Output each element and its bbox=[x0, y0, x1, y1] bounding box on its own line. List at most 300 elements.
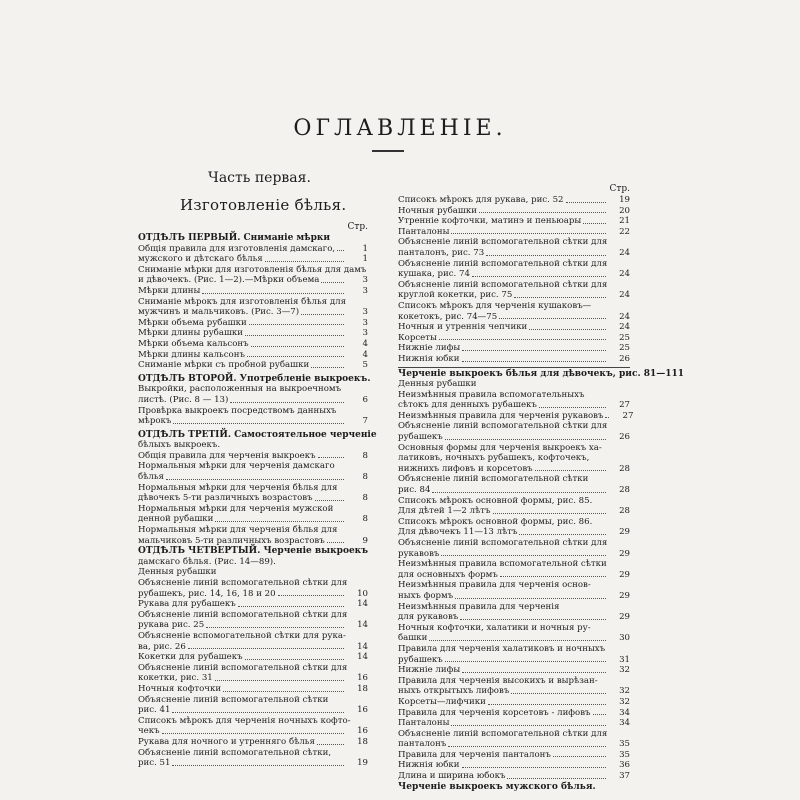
toc-entry bbox=[138, 737, 368, 748]
toc-entry-text: Сниманіе мѣрки съ пробной рубашки bbox=[138, 360, 310, 371]
dot-leader bbox=[249, 324, 344, 325]
toc-entry bbox=[138, 339, 368, 350]
toc-entry-text: ОТДѢЛЪ ТРЕТІЙ. Самостоятельное черченіе bbox=[138, 429, 377, 440]
dot-leader bbox=[493, 513, 607, 514]
toc-page-number: 14 bbox=[357, 620, 368, 631]
page-title: ОГЛАВЛЕНІЕ. bbox=[293, 116, 507, 141]
toc-section-heading bbox=[138, 546, 368, 557]
toc-entry-text: Нормальныя мѣрки для черченія бѣлья для bbox=[138, 525, 338, 536]
toc-entry-text: Неизмѣнныя правила вспомогательныхъ bbox=[398, 389, 585, 400]
toc-entry bbox=[138, 254, 368, 265]
toc-entry bbox=[398, 464, 630, 475]
dot-leader bbox=[529, 329, 606, 330]
toc-entry bbox=[398, 760, 630, 771]
toc-entry-text: Нижніе лифы bbox=[398, 665, 461, 676]
toc-entry bbox=[138, 416, 368, 427]
toc-page-number: 34 bbox=[619, 707, 630, 718]
toc-entry bbox=[138, 716, 368, 727]
toc-page-number: 8 bbox=[362, 514, 368, 525]
toc-entry bbox=[398, 259, 630, 270]
toc-entry-text: Правила для черченія панталонъ bbox=[398, 749, 551, 760]
toc-entry-text: Списокъ мѣрокъ для черченія кушаковъ— bbox=[398, 300, 592, 311]
toc-entry-text: листѣ. (Рис. 8 — 13) bbox=[138, 394, 229, 405]
toc-page-number: 16 bbox=[357, 726, 368, 737]
toc-entry-text: Объясненіе линій вспомогательной сѣтки для bbox=[398, 237, 608, 248]
toc-entry-text: Правила для черченія корсетовъ - лифовъ bbox=[398, 707, 591, 718]
toc-page-number: 19 bbox=[357, 758, 368, 769]
toc-entry bbox=[138, 673, 368, 684]
toc-entry-text: кушака, рис. 74 bbox=[398, 269, 470, 280]
toc-entry bbox=[138, 384, 368, 395]
toc-page-number: 35 bbox=[619, 749, 630, 760]
toc-entry-text: Мѣрки объема рубашки bbox=[138, 317, 247, 328]
dot-leader bbox=[511, 693, 606, 694]
dot-leader bbox=[202, 293, 344, 294]
toc-entry-text: для рукавовъ bbox=[398, 612, 459, 623]
toc-entry-text: Мѣрки объема кальсонъ bbox=[138, 338, 249, 349]
toc-page-number: 30 bbox=[619, 633, 630, 644]
toc-entry-text: Объясненіе линій вспомогательной сѣтки для bbox=[398, 279, 608, 290]
toc-entry bbox=[138, 525, 368, 536]
dot-leader bbox=[251, 346, 344, 347]
toc-entry-text: дамскаго бѣлья. (Рис. 14—89). bbox=[138, 556, 276, 567]
toc-entry bbox=[398, 750, 630, 761]
toc-entry-text: Панталоны bbox=[398, 718, 450, 729]
toc-entry-text: Неизмѣнныя правила для черченія рукавовъ bbox=[398, 410, 604, 421]
toc-page-number: 18 bbox=[357, 736, 368, 747]
dot-leader bbox=[318, 457, 344, 458]
dot-leader bbox=[593, 714, 606, 715]
toc-entry bbox=[398, 686, 630, 697]
dot-leader bbox=[507, 778, 606, 779]
toc-entry bbox=[398, 517, 630, 528]
toc-entry-text: кокетки, рис. 31 bbox=[138, 673, 213, 684]
toc-entry bbox=[138, 395, 368, 406]
dot-leader bbox=[455, 598, 606, 599]
toc-entry bbox=[398, 421, 630, 432]
page-column-label: Стр. bbox=[347, 222, 368, 232]
dot-leader bbox=[429, 640, 606, 641]
toc-page-number: 8 bbox=[362, 493, 368, 504]
toc-entry-text: Списокъ мѣрокъ основной формы, рис. 85. bbox=[398, 495, 593, 506]
toc-page-number: 24 bbox=[619, 247, 630, 258]
dot-leader bbox=[439, 339, 606, 340]
dot-leader bbox=[230, 402, 344, 403]
toc-section-heading bbox=[138, 429, 377, 441]
toc-page-number: 10 bbox=[357, 588, 368, 599]
toc-entry bbox=[138, 748, 368, 759]
toc-entry-text: рис. 84 bbox=[398, 485, 431, 496]
toc-entry-text: бѣлыхъ выкроекъ. bbox=[138, 440, 221, 451]
toc-entry bbox=[138, 536, 368, 547]
toc-entry-text: сѣтокъ для денныхъ рубашекъ bbox=[398, 400, 537, 411]
dot-leader bbox=[321, 282, 344, 283]
dot-leader bbox=[448, 746, 606, 747]
toc-page-number: 27 bbox=[619, 400, 630, 411]
toc-entry bbox=[398, 676, 630, 687]
dot-leader bbox=[238, 606, 344, 607]
dot-leader bbox=[445, 661, 606, 662]
toc-section-heading bbox=[398, 782, 630, 793]
toc-entry-text: Ночныя и утреннія чепчики bbox=[398, 322, 528, 333]
toc-entry bbox=[398, 227, 630, 238]
dot-leader bbox=[535, 470, 606, 471]
toc-page-number: 22 bbox=[619, 226, 630, 237]
toc-entry-text: Нижніе лифы bbox=[398, 343, 461, 354]
toc-entry-text: Объясненіе линій вспомогательной сѣтки bbox=[138, 694, 329, 705]
toc-page-number: 32 bbox=[619, 686, 630, 697]
toc-page-number: 16 bbox=[357, 705, 368, 716]
dot-leader bbox=[441, 555, 606, 556]
toc-page-number: 3 bbox=[362, 285, 368, 296]
toc-entry bbox=[398, 195, 630, 206]
toc-entry bbox=[398, 474, 630, 485]
toc-entry bbox=[398, 718, 630, 729]
toc-entry bbox=[398, 354, 630, 365]
toc-entry bbox=[398, 269, 630, 280]
toc-entry-text: рубашекъ bbox=[398, 432, 443, 443]
toc-entry-text: ОТДѢЛЪ ПЕРВЫЙ. Сниманіе мѣрки bbox=[138, 233, 331, 243]
toc-entry bbox=[138, 504, 368, 515]
toc-entry bbox=[138, 350, 368, 361]
toc-entry bbox=[138, 557, 368, 568]
dot-leader bbox=[162, 733, 344, 734]
toc-page-number: 5 bbox=[362, 360, 368, 371]
toc-entry-text: Провѣрка выкроекъ посредствомъ данныхъ bbox=[138, 405, 337, 416]
toc-entry bbox=[398, 739, 630, 750]
toc-right-column bbox=[398, 184, 685, 792]
dot-leader bbox=[337, 250, 344, 251]
toc-page-number: 8 bbox=[362, 472, 368, 483]
toc-entry bbox=[138, 726, 368, 737]
toc-entry-text: Черченіе выкроекъ бѣлья для дѣвочекъ, рис. 81—111 bbox=[398, 368, 685, 379]
toc-entry-text: Неизмѣнныя правила для черченія bbox=[398, 601, 560, 612]
toc-entry bbox=[398, 708, 630, 719]
dot-leader bbox=[315, 500, 344, 501]
toc-entry bbox=[138, 493, 368, 504]
toc-page-number: 29 bbox=[619, 548, 630, 559]
toc-entry-text: латиковъ, ночныхъ рубашекъ, кофточекъ, bbox=[398, 453, 590, 464]
title-rule bbox=[372, 150, 404, 152]
toc-entry bbox=[398, 453, 630, 464]
dot-leader bbox=[479, 212, 606, 213]
toc-entry-text: Объясненіе вспомогательной сѣтки для рука- bbox=[138, 630, 346, 641]
toc-entry-text: Нижнія юбки bbox=[398, 353, 460, 364]
toc-page-number: 8 bbox=[362, 450, 368, 461]
toc-entry-text: круглой кокетки, рис. 75 bbox=[398, 290, 513, 301]
toc-entry-text: Длина и ширина юбокъ bbox=[398, 771, 506, 782]
toc-entry bbox=[398, 655, 630, 666]
toc-entry-text: ОТДѢЛЪ ЧЕТВЕРТЫЙ. Черченіе выкроекъ bbox=[138, 546, 369, 557]
toc-page-number: 1 bbox=[362, 243, 368, 254]
toc-entry-text: панталонъ bbox=[398, 739, 447, 750]
dot-leader bbox=[514, 297, 606, 298]
toc-entry bbox=[398, 312, 630, 323]
toc-entry bbox=[138, 318, 368, 329]
toc-entry-text: Рукава для ночного и утренняго бѣлья bbox=[138, 736, 315, 747]
toc-entry bbox=[398, 644, 630, 655]
toc-entry-text: денной рубашки bbox=[138, 514, 214, 525]
toc-entry bbox=[398, 485, 630, 496]
dot-leader bbox=[488, 704, 606, 705]
toc-entry bbox=[138, 244, 368, 255]
dot-leader bbox=[245, 335, 344, 336]
toc-entry bbox=[398, 580, 630, 591]
toc-entry bbox=[398, 322, 630, 333]
dot-leader bbox=[500, 576, 606, 577]
toc-entry bbox=[398, 400, 630, 411]
toc-entry-text: Объясненіе линій вспомогательной сѣтки для bbox=[398, 538, 608, 548]
toc-page-number: 3 bbox=[362, 307, 368, 318]
toc-entry bbox=[398, 549, 630, 560]
toc-entry bbox=[398, 623, 630, 634]
toc-entry-text: Сниманіе мѣрки для изготовленія бѣлья для дамъ bbox=[138, 264, 367, 275]
toc-entry bbox=[398, 432, 630, 443]
toc-entry-text: рукавовъ bbox=[398, 548, 440, 559]
toc-entry bbox=[398, 290, 630, 301]
toc-entry bbox=[398, 570, 630, 581]
toc-entry bbox=[138, 663, 368, 674]
toc-entry-text: Общія правила для черченія выкроекъ bbox=[138, 450, 316, 461]
toc-entry bbox=[398, 301, 630, 312]
toc-page-number: 26 bbox=[619, 432, 630, 443]
toc-page-number: 1 bbox=[362, 254, 368, 265]
toc-entry-text: ныхъ открытыхъ лифовъ bbox=[398, 686, 510, 697]
toc-entry bbox=[398, 527, 630, 538]
toc-section-heading bbox=[138, 373, 371, 385]
dot-leader bbox=[451, 725, 606, 726]
dot-leader bbox=[605, 417, 609, 418]
dot-leader bbox=[172, 712, 344, 713]
toc-page-number: 26 bbox=[619, 353, 630, 364]
toc-entry bbox=[398, 612, 630, 623]
toc-entry-text: Денныя рубашки bbox=[138, 567, 217, 578]
toc-page-number: 28 bbox=[619, 506, 630, 517]
toc-entry bbox=[398, 333, 630, 344]
toc-entry-text: дѣвочекъ 5-ти различныхъ возрастовъ bbox=[138, 493, 313, 504]
toc-entry bbox=[138, 599, 368, 610]
toc-entry bbox=[138, 360, 368, 371]
toc-entry bbox=[398, 390, 630, 401]
toc-entry-text: Корсеты bbox=[398, 332, 437, 343]
toc-entry-text: Корсеты—лифчики bbox=[398, 696, 486, 707]
toc-entry bbox=[138, 483, 368, 494]
toc-entry bbox=[138, 578, 368, 589]
dot-leader bbox=[566, 202, 606, 203]
toc-entry bbox=[138, 328, 368, 339]
page-column-label: Стр. bbox=[609, 184, 630, 194]
toc-entry-text: Выкройки, расположенныя на выкроечномъ bbox=[138, 384, 342, 395]
toc-entry bbox=[398, 506, 630, 517]
toc-entry-text: мужского и дѣтскаго бѣлья bbox=[138, 254, 263, 265]
dot-leader bbox=[301, 314, 344, 315]
toc-entry bbox=[138, 297, 368, 308]
toc-entry-text: рубашекъ, рис. 14, 16, 18 и 20 bbox=[138, 588, 276, 599]
toc-entry-text: Неизмѣнныя правила вспомогательной сѣтки bbox=[398, 559, 607, 570]
part-title: Часть первая. bbox=[208, 170, 311, 186]
toc-entry-text: ныхъ формъ bbox=[398, 590, 454, 601]
toc-page-number: 24 bbox=[619, 322, 630, 333]
toc-entry-text: Нормальныя мѣрки для черченія мужской bbox=[138, 503, 334, 514]
toc-page-number: 36 bbox=[619, 760, 630, 771]
toc-entry-text: Ночныя кофточки bbox=[138, 683, 222, 694]
dot-leader bbox=[265, 261, 344, 262]
toc-entry bbox=[398, 343, 630, 354]
toc-page-number: 25 bbox=[619, 343, 630, 354]
toc-entry-text: Для дѣвочекъ 11—13 лѣтъ bbox=[398, 527, 518, 538]
toc-entry bbox=[138, 514, 368, 525]
toc-entry bbox=[138, 695, 368, 706]
dot-leader bbox=[451, 233, 606, 234]
toc-page-number: 24 bbox=[619, 311, 630, 322]
toc-left-column bbox=[138, 222, 377, 769]
toc-entry bbox=[398, 771, 630, 782]
toc-page-number: 14 bbox=[357, 599, 368, 610]
toc-page-number: 21 bbox=[619, 216, 630, 227]
toc-page-number: 24 bbox=[619, 269, 630, 280]
toc-entry-text: Мѣрки длины bbox=[138, 285, 201, 296]
toc-entry-text: Объясненіе линій вспомогательной сѣтки для bbox=[138, 578, 348, 588]
toc-page-number: 32 bbox=[619, 665, 630, 676]
toc-entry bbox=[398, 697, 630, 708]
toc-entry-text: Кокетки для рубашекъ bbox=[138, 652, 243, 663]
dot-leader bbox=[311, 367, 344, 368]
toc-entry-text: Объясненіе линій вспомогательной сѣтки, bbox=[138, 747, 332, 758]
subtitle: Изготовленіе бѣлья. bbox=[180, 196, 347, 214]
toc-entry-text: Объясненіе линій вспомогательной сѣтки для bbox=[138, 662, 348, 673]
toc-entry bbox=[138, 472, 368, 483]
toc-entry-text: мѣрокъ bbox=[138, 416, 172, 427]
toc-entry bbox=[138, 684, 368, 695]
toc-page-number: 34 bbox=[619, 718, 630, 729]
toc-entry-text: Нижнія юбки bbox=[398, 760, 460, 771]
toc-entry-text: Правила для черченія халатиковъ и ночныхъ bbox=[398, 643, 606, 654]
toc-entry bbox=[398, 602, 630, 613]
toc-entry-text: Объясненіе линій вспомогательной сѣтки bbox=[398, 474, 589, 485]
toc-entry bbox=[138, 631, 368, 642]
toc-entry-text: ОТДѢЛЪ ВТОРОЙ. Употребленіе выкроекъ. bbox=[138, 373, 371, 384]
toc-entry-text: ва, рис. 26 bbox=[138, 641, 186, 652]
toc-entry bbox=[138, 705, 368, 716]
toc-entry-text: Правила для черченія высокихъ и вырѣзан- bbox=[398, 675, 598, 686]
toc-entry bbox=[138, 589, 368, 600]
dot-leader bbox=[499, 318, 606, 319]
dot-leader bbox=[327, 542, 344, 543]
toc-page-number: 28 bbox=[619, 485, 630, 496]
dot-leader bbox=[206, 627, 344, 628]
toc-page-number: 29 bbox=[619, 612, 630, 623]
toc-entry-text: Объясненіе линій вспомогательной сѣтки для bbox=[398, 258, 608, 269]
toc-page-number: 7 bbox=[362, 416, 368, 427]
toc-entry-text: Общія правила для изготовленія дамскаго, bbox=[138, 243, 336, 254]
toc-entry bbox=[398, 379, 630, 390]
toc-entry-text: Для дѣтей 1—2 лѣтъ bbox=[398, 506, 491, 517]
toc-page-number: 27 bbox=[622, 410, 634, 421]
dot-leader bbox=[173, 423, 344, 424]
dot-leader bbox=[539, 407, 606, 408]
dot-leader bbox=[519, 534, 606, 535]
toc-entry-text: рукава рис. 25 bbox=[138, 620, 205, 631]
toc-page-number: 14 bbox=[357, 641, 368, 652]
toc-page-number: 3 bbox=[362, 328, 368, 339]
toc-entry-text: панталонъ, рис. 73 bbox=[398, 247, 485, 258]
dot-leader bbox=[172, 765, 344, 766]
toc-entry-text: Ночныя рубашки bbox=[398, 205, 478, 216]
toc-entry bbox=[138, 567, 368, 578]
toc-entry-text: и дѣвочекъ. (Рис. 1—2).—Мѣрки объема bbox=[138, 275, 320, 286]
toc-page-number: 4 bbox=[362, 349, 368, 360]
dot-leader bbox=[583, 223, 606, 224]
dot-leader bbox=[486, 255, 606, 256]
toc-entry-text: Нормальныя мѣрки для черченія дамскаго bbox=[138, 461, 335, 472]
toc-entry bbox=[138, 451, 368, 462]
toc-entry bbox=[398, 410, 634, 422]
toc-page-number: 29 bbox=[619, 590, 630, 601]
dot-leader bbox=[278, 595, 344, 596]
toc-entry bbox=[398, 559, 630, 570]
toc-entry bbox=[398, 496, 630, 507]
toc-entry bbox=[138, 610, 368, 621]
dot-leader bbox=[553, 756, 606, 757]
toc-page-number: 29 bbox=[619, 527, 630, 538]
toc-section-heading bbox=[398, 368, 685, 380]
toc-entry bbox=[398, 443, 630, 454]
toc-entry-text: Денныя рубашки bbox=[398, 379, 477, 390]
toc-entry bbox=[398, 248, 630, 259]
toc-entry bbox=[398, 729, 630, 740]
toc-entry-text: Объясненіе линій вспомогательной сѣтки для bbox=[138, 609, 348, 620]
dot-leader bbox=[188, 648, 344, 649]
dot-leader bbox=[462, 361, 606, 362]
toc-page-number: 3 bbox=[362, 275, 368, 286]
toc-entry-text: бѣлья bbox=[138, 472, 164, 483]
toc-entry-text: рис. 41 bbox=[138, 705, 171, 716]
toc-entry-text: мальчиковъ 5-ти различныхъ возрастовъ bbox=[138, 535, 325, 546]
toc-page-number: 20 bbox=[619, 205, 630, 216]
toc-entry-text: Рукава для рубашекъ bbox=[138, 599, 236, 610]
toc-entry-text: Объясненіе линій вспомогательной сѣтки для bbox=[398, 728, 608, 739]
toc-entry-text: нижнихъ лифовъ и корсетовъ bbox=[398, 463, 533, 474]
dot-leader bbox=[460, 619, 606, 620]
toc-entry-text: Основныя формы для черченія выкроекъ ха- bbox=[398, 442, 602, 453]
toc-page-number: 35 bbox=[619, 739, 630, 750]
toc-page-number: 28 bbox=[619, 463, 630, 474]
toc-page-number: 19 bbox=[619, 195, 630, 205]
dot-leader bbox=[215, 680, 344, 681]
toc-entry bbox=[138, 286, 368, 297]
toc-entry bbox=[398, 206, 630, 217]
toc-entry bbox=[398, 591, 630, 602]
toc-entry-text: Панталоны bbox=[398, 226, 450, 237]
toc-entry-text: рубашекъ bbox=[398, 654, 443, 665]
toc-entry bbox=[398, 280, 630, 291]
toc-section-heading bbox=[138, 233, 368, 244]
toc-entry-text: мужчинъ и мальчиковъ. (Рис. 3—7) bbox=[138, 307, 300, 318]
dot-leader bbox=[472, 276, 606, 277]
toc-entry bbox=[138, 620, 368, 631]
toc-entry-text: Нормальныя мѣрки для черченія бѣлья для bbox=[138, 482, 338, 493]
toc-entry bbox=[398, 633, 630, 644]
toc-entry bbox=[138, 652, 368, 663]
toc-entry-text: Мѣрки длины рубашки bbox=[138, 328, 244, 339]
toc-page-number: 32 bbox=[619, 696, 630, 707]
toc-entry-text: Списокъ мѣрокъ для черченія ночныхъ кофто- bbox=[138, 715, 351, 726]
toc-entry-text: Списокъ мѣрокъ основной формы, рис. 86. bbox=[398, 516, 593, 527]
toc-page-number: 3 bbox=[362, 317, 368, 328]
toc-entry-text: башки bbox=[398, 633, 428, 644]
dot-leader bbox=[223, 691, 344, 692]
toc-entry bbox=[398, 237, 630, 248]
